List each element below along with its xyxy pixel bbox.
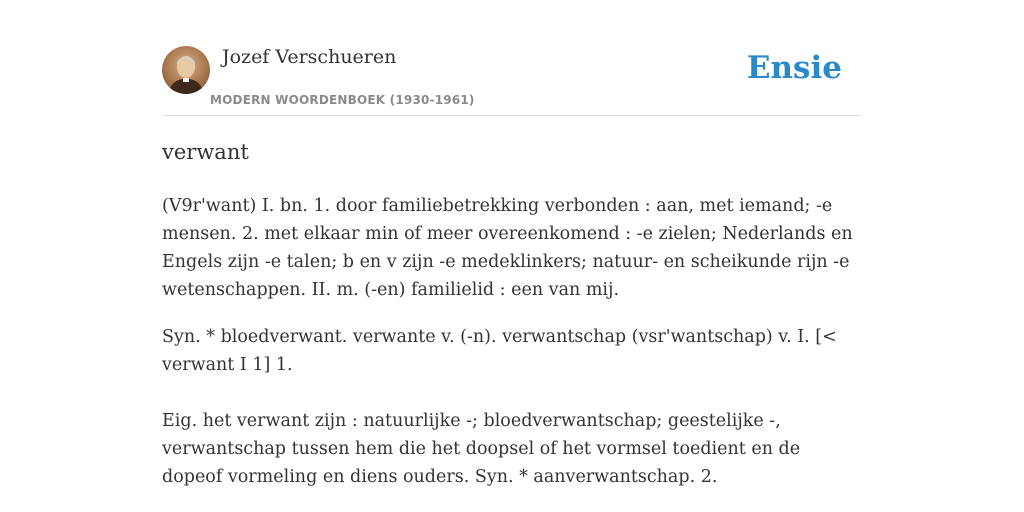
author-name[interactable]: Jozef Verschueren xyxy=(222,46,397,68)
source-label: MODERN WOORDENBOEK (1930-1961) xyxy=(210,93,475,107)
author-avatar[interactable] xyxy=(162,46,210,94)
ensie-logo[interactable]: Ensie xyxy=(746,50,842,86)
header-divider xyxy=(162,115,862,116)
synonyms-paragraph: Syn. * bloedverwant. verwante v. (-n). verwantschap (vsr'wantschap) v. I. [< verwant I 1] 1. xyxy=(162,327,837,375)
portrait-image xyxy=(162,46,210,94)
definition-paragraph-2: Eig. het verwant zijn : natuurlijke -; bloedverwantschap; geestelijke -, verwantschap tussen hem die het doopsel of het vormsel toedient en de dopeof vormeling en diens ouders. Syn. * aanverwantschap. 2. xyxy=(162,411,801,487)
entry-headword: verwant xyxy=(162,140,249,164)
definition-paragraph: (V9r'want) I. bn. 1. door familiebetrekking verbonden : aan, met iemand; -e mensen. 2. met elkaar min of meer overeenkomend : -e zielen; Nederlands en Engels zijn -e talen; b en v zijn -e medeklinkers; natuur- en scheikunde rijn -e wetenschappen. II. m. (-en) familielid : een van mij. xyxy=(162,196,853,300)
